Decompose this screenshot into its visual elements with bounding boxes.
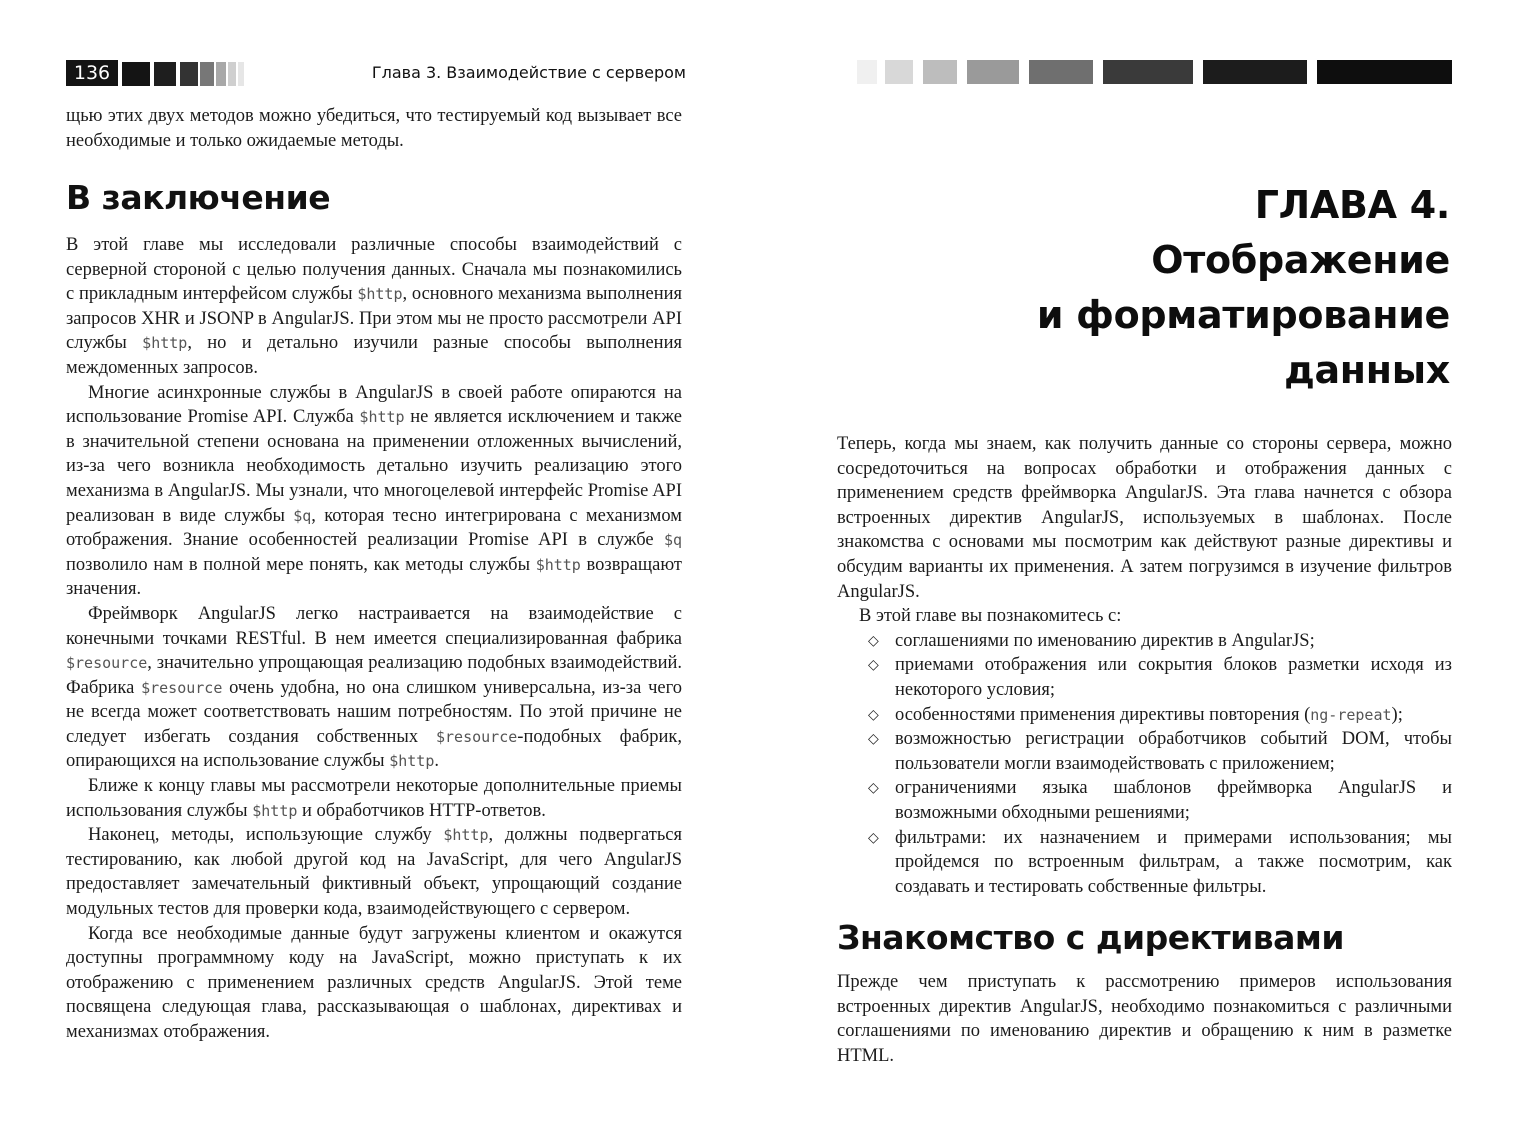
paragraph: Когда все необходимые данные будут загружены клиентом и окажутся доступны программному коду на JavaScript, можно приступать к их отображению с применением различных средств AngularJS. Этой теме посвящена следующая глава, рассказывающая о шаблонах, директивах и механизмах отображения. — [66, 923, 682, 1042]
paragraph: Ближе к концу главы мы рассмотрели некоторые дополнительные приемы использования службы $http и обработчиков HTTP-ответов. — [66, 776, 682, 821]
inline-code: $http — [359, 408, 405, 427]
page-number: 136 — [66, 60, 118, 86]
conclusion-text — [66, 233, 682, 1045]
inline-code: $resource — [141, 678, 223, 697]
paragraph: щью этих двух методов можно убедиться, что тестируемый код вызывает все необходимые и только ожидаемые методы. — [66, 106, 682, 151]
header-gradient-block — [857, 60, 877, 84]
diamond-bullet-icon: ◇ — [868, 632, 879, 649]
list-item: ◇ особенностями применения директивы повторения (ng-repeat); — [837, 703, 1452, 728]
header-gradient-block — [923, 60, 957, 84]
continued-paragraph — [66, 104, 682, 153]
chapter-header-bars — [857, 58, 1452, 88]
inline-code: $resource — [436, 727, 518, 746]
chapter-title-line: Отображение — [1151, 238, 1450, 282]
diamond-bullet-icon: ◇ — [868, 780, 879, 797]
diamond-bullet-icon: ◇ — [868, 829, 879, 846]
header-gradient-block — [216, 62, 226, 86]
header-gradient-block — [1029, 60, 1093, 84]
topics-list — [837, 629, 1452, 900]
chapter-title — [890, 178, 1450, 398]
header-gradient-block — [200, 62, 214, 86]
header-gradient-block — [1103, 60, 1193, 84]
header-gradient-block — [1203, 60, 1307, 84]
inline-code: $http — [443, 826, 489, 845]
list-item: ◇ соглашениями по именованию директив в AngularJS; — [837, 629, 1452, 654]
header-gradient-block — [885, 60, 913, 84]
section-text — [837, 970, 1452, 1068]
inline-code: $q — [663, 531, 682, 550]
inline-code: $http — [389, 752, 435, 771]
header-gradient-block — [180, 62, 198, 86]
paragraph: Многие асинхронные службы в AngularJS в своей работе опираются на использование Promise API. Служба $http не является исключением и также в значительной степени основана на применении отложенных вычислений, из-за чего возникла необходимость детально изучить реализацию этого механизма в AngularJS. Мы узнали, что многоцелевой интерфейс Promise API реализован в виде службы $q, которая тесно интегрирована с механизмом отображения. Знание особенностей реализации Promise API в службе $q позволило нам в полной мере понять, как методы службы $http возвращают значения. — [66, 382, 683, 600]
header-gradient-block — [238, 62, 244, 86]
paragraph: Наконец, методы, использующие службу $http, должны подвергаться тестированию, как любой другой код на JavaScript, для чего AngularJS предоставляет замечательный фиктивный объект, упрощающий создание модульных тестов для проверки кода, взаимодействующего с сервером. — [66, 825, 682, 920]
header-gradient-block — [1317, 60, 1452, 84]
inline-code: $q — [293, 506, 312, 525]
inline-code: $resource — [66, 654, 148, 673]
section-heading: В заключение — [66, 178, 331, 217]
header-gradient-block — [228, 62, 236, 86]
paragraph: В этой главе мы исследовали различные способы взаимодействий с серверной стороной с целью получения данных. Сначала мы познакомились с прикладным интерфейсом службы $http, основного механизма выполнения запросов XHR и JSONP в AngularJS. При этом мы не просто рассмотрели API службы $http, но и детально изучили разные способы выполнения междоменных запросов. — [66, 235, 683, 378]
right-page — [757, 0, 1514, 1147]
running-title: Глава 3. Взаимодействие с сервером — [371, 63, 686, 82]
header-gradient-block — [154, 62, 176, 86]
chapter-label: ГЛАВА 4. — [1254, 183, 1450, 227]
section-heading: Знакомство с директивами — [837, 918, 1345, 957]
paragraph: В этой главе вы познакомитесь с: — [859, 606, 1122, 627]
list-item: ◇ возможностью регистрации обработчиков событий DOM, чтобы пользователи могли взаимодействовать с приложением; — [868, 729, 1452, 774]
inline-code: $http — [535, 555, 581, 574]
inline-code: $http — [142, 334, 188, 353]
inline-code: ng-repeat — [1310, 705, 1392, 724]
list-item: ◇ фильтрами: их назначением и примерами использования; мы пройдемся по встроенным фильтрам, а также посмотрим, как создавать и тестировать собственные фильтры. — [868, 827, 1452, 897]
header-gradient-block — [967, 60, 1019, 84]
paragraph: Прежде чем приступать к рассмотрению примеров использования встроенных директив AngularJS, необходимо познакомиться с различными соглашениями по именованию директив и обращению к ним в разметке HTML. — [837, 972, 1452, 1066]
header-gradient-block — [122, 62, 150, 86]
diamond-bullet-icon: ◇ — [868, 731, 879, 748]
inline-code: $http — [357, 285, 403, 304]
diamond-bullet-icon: ◇ — [868, 706, 879, 723]
chapter-title-line: данных — [1284, 348, 1450, 392]
list-item: ◇ ограничениями языка шаблонов фреймворка AngularJS и возможными обходными решениями; — [868, 778, 1452, 823]
diamond-bullet-icon: ◇ — [868, 657, 879, 674]
inline-code: $http — [252, 801, 298, 820]
chapter-title-line: и форматирование — [1036, 293, 1450, 337]
chapter-intro — [837, 432, 1452, 899]
paragraph: Теперь, когда мы знаем, как получить данные со стороны сервера, можно сосредоточиться на вопросах обработки и отображения данных с применением средств фреймворка AngularJS. Эта глава начнется с обзора встроенных директив AngularJS, используемых в шаблонах. После знакомства с основами мы посмотрим как действуют разные директивы и обсудим варианты их применения. А затем погрузимся в изучение фильтров AngularJS. — [837, 434, 1452, 602]
list-item: ◇ приемами отображения или сокрытия блоков разметки исходя из некоторого условия; — [868, 655, 1452, 700]
paragraph: Фреймворк AngularJS легко настраивается на взаимодействие с конечными точками RESTful. В нем имеется специализированная фабрика $resource, значительно упрощающая реализацию подобных взаимодействий. Фабрика $resource очень удобна, но она слишком универсальна, из-за чего не всегда может соответствовать нашим потребностям. По этой причине не следует избегать создания собственных $resource-подобных фабрик, опирающихся на использование службы $http. — [66, 603, 682, 772]
running-header — [66, 60, 686, 88]
